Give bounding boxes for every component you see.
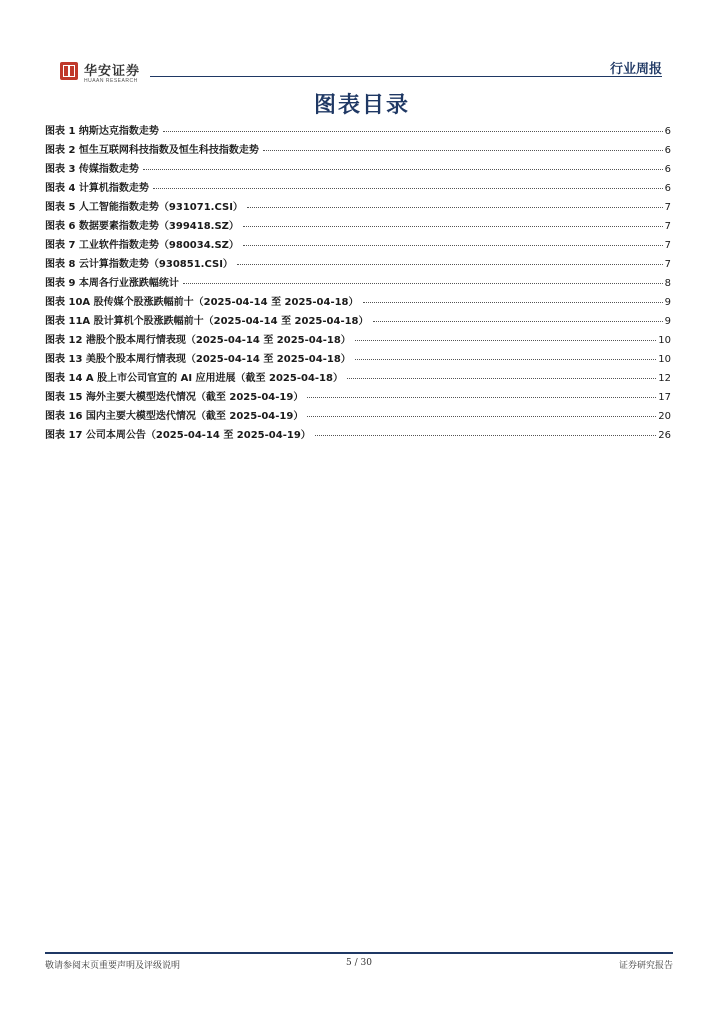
toc-entry-page[interactable]: 6 xyxy=(664,126,671,137)
toc-leader-dots xyxy=(237,264,663,265)
toc-leader-dots xyxy=(153,188,663,189)
toc-entry-label[interactable]: 图表 13 美股个股本周行情表现（2025-04-14 至 2025-04-18） xyxy=(45,354,351,365)
toc-entry-label[interactable]: 图表 10A 股传媒个股涨跌幅前十（2025-04-14 至 2025-04-18） xyxy=(45,297,359,308)
toc-entry-label[interactable]: 图表 17 公司本周公告（2025-04-14 至 2025-04-19） xyxy=(45,430,311,441)
toc-entry[interactable] xyxy=(45,141,671,160)
toc-entry-label[interactable]: 图表 8 云计算指数走势（930851.CSI） xyxy=(45,259,233,270)
toc-leader-dots xyxy=(247,207,663,208)
logo-text: 华安证券 xyxy=(84,64,141,79)
header-divider xyxy=(150,76,662,77)
toc-entry-page[interactable]: 9 xyxy=(664,297,671,308)
toc-entry-page[interactable]: 20 xyxy=(658,411,671,422)
toc-leader-dots xyxy=(307,397,656,398)
toc-leader-dots xyxy=(183,283,663,284)
toc-entry-page[interactable]: 6 xyxy=(664,145,671,156)
footer-divider xyxy=(45,952,673,954)
toc-leader-dots xyxy=(347,378,656,379)
toc-entry[interactable] xyxy=(45,179,671,198)
toc-entry[interactable] xyxy=(45,122,671,141)
toc-entry[interactable] xyxy=(45,350,671,369)
toc-leader-dots xyxy=(355,359,656,360)
page-footer xyxy=(45,958,673,972)
toc-entry-page[interactable]: 26 xyxy=(658,430,671,441)
toc-entry-page[interactable]: 10 xyxy=(658,335,671,346)
toc-entry-page[interactable]: 17 xyxy=(658,392,671,403)
toc-entry-label[interactable]: 图表 14 A 股上市公司官宣的 AI 应用进展（截至 2025-04-18） xyxy=(45,373,343,384)
toc-entry[interactable] xyxy=(45,160,671,179)
logo-subtext: HUAAN RESEARCH xyxy=(84,78,138,84)
toc-entry-label[interactable]: 图表 9 本周各行业涨跌幅统计 xyxy=(45,278,179,289)
toc-entry[interactable] xyxy=(45,426,671,445)
table-of-figures xyxy=(45,122,671,445)
toc-entry-page[interactable]: 7 xyxy=(664,240,671,251)
toc-leader-dots xyxy=(163,131,663,132)
toc-leader-dots xyxy=(373,321,663,322)
toc-entry-label[interactable]: 图表 11A 股计算机个股涨跌幅前十（2025-04-14 至 2025-04-18） xyxy=(45,316,369,327)
toc-entry-page[interactable]: 12 xyxy=(658,373,671,384)
toc-entry-page[interactable]: 7 xyxy=(664,221,671,232)
toc-entry[interactable] xyxy=(45,274,671,293)
toc-leader-dots xyxy=(263,150,663,151)
toc-entry-label[interactable]: 图表 3 传媒指数走势 xyxy=(45,164,139,175)
toc-entry-page[interactable]: 6 xyxy=(664,164,671,175)
toc-leader-dots xyxy=(315,435,656,436)
toc-entry-page[interactable]: 7 xyxy=(664,202,671,213)
toc-leader-dots xyxy=(143,169,663,170)
page-title: 图表目录 xyxy=(313,93,410,118)
toc-entry-label[interactable]: 图表 12 港股个股本周行情表现（2025-04-14 至 2025-04-18） xyxy=(45,335,351,346)
toc-entry-page[interactable]: 10 xyxy=(658,354,671,365)
toc-entry[interactable] xyxy=(45,331,671,350)
toc-entry[interactable] xyxy=(45,255,671,274)
toc-leader-dots xyxy=(355,340,656,341)
toc-leader-dots xyxy=(363,302,663,303)
toc-entry[interactable] xyxy=(45,407,671,426)
toc-entry[interactable] xyxy=(45,388,671,407)
toc-entry-page[interactable]: 8 xyxy=(664,278,671,289)
toc-entry-label[interactable]: 图表 16 国内主要大模型迭代情况（截至 2025-04-19） xyxy=(45,411,304,422)
toc-entry[interactable] xyxy=(45,312,671,331)
toc-entry[interactable] xyxy=(45,217,671,236)
toc-entry-label[interactable]: 图表 15 海外主要大模型迭代情况（截至 2025-04-19） xyxy=(45,392,304,403)
toc-leader-dots xyxy=(307,416,656,417)
toc-entry-label[interactable]: 图表 7 工业软件指数走势（980034.SZ） xyxy=(45,240,239,251)
toc-entry-page[interactable]: 9 xyxy=(664,316,671,327)
toc-entry-label[interactable]: 图表 6 数据要素指数走势（399418.SZ） xyxy=(45,221,239,232)
toc-entry[interactable] xyxy=(45,293,671,312)
document-type: 行业周报 xyxy=(609,62,662,77)
toc-entry[interactable] xyxy=(45,236,671,255)
toc-entry-label[interactable]: 图表 4 计算机指数走势 xyxy=(45,183,149,194)
toc-leader-dots xyxy=(243,245,663,246)
toc-entry-label[interactable]: 图表 5 人工智能指数走势（931071.CSI） xyxy=(45,202,243,213)
page-number: 5 / 30 xyxy=(346,958,372,968)
toc-entry[interactable] xyxy=(45,369,671,388)
toc-entry-label[interactable]: 图表 2 恒生互联网科技指数及恒生科技指数走势 xyxy=(45,145,259,156)
logo-icon xyxy=(60,62,78,80)
toc-entry-page[interactable]: 6 xyxy=(664,183,671,194)
toc-entry-label[interactable]: 图表 1 纳斯达克指数走势 xyxy=(45,126,159,137)
page-header xyxy=(0,0,724,90)
toc-entry[interactable] xyxy=(45,198,671,217)
toc-leader-dots xyxy=(243,226,663,227)
footer-report-type: 证券研究报告 xyxy=(618,961,673,971)
footer-disclaimer: 敬请参阅末页重要声明及评级说明 xyxy=(45,961,181,971)
toc-entry-page[interactable]: 7 xyxy=(664,259,671,270)
